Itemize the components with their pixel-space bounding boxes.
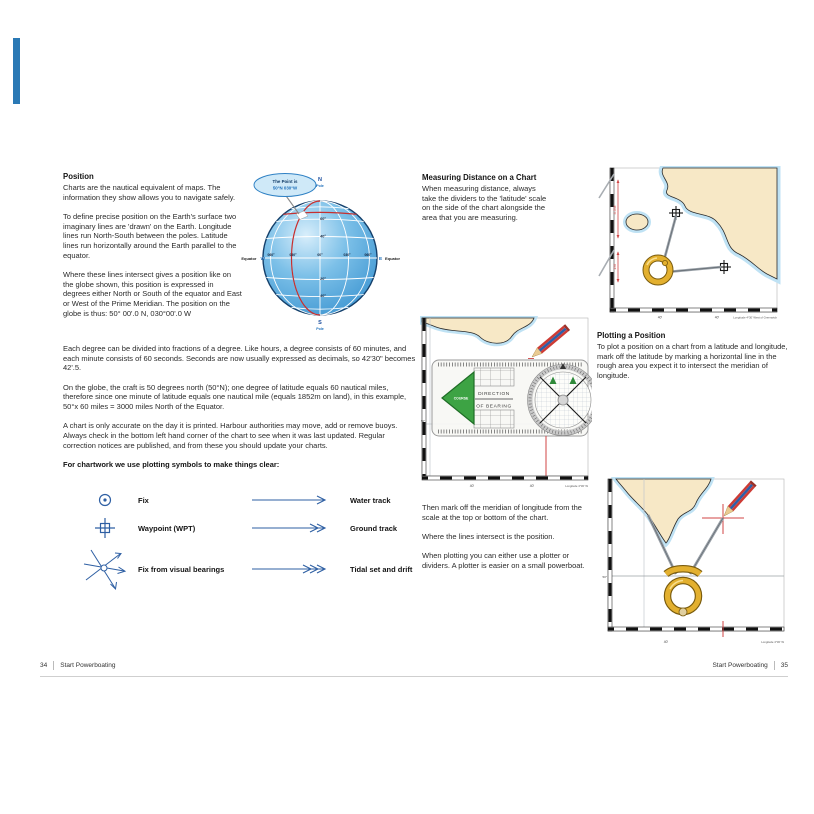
plotter-figure: [420, 316, 592, 490]
degrees-para: Each degree can be divided into fractions of a degree. Like hours, a degree consists of 60 minutes, and each minute consists of 60 seconds. Seconds are now usually expressed as decimals, so 42'30" becomes 42'.5.: [63, 344, 416, 373]
visual-bearings-symbol-icon: [72, 546, 138, 592]
lon-label: 00°: [317, 253, 323, 257]
measuring-heading: Measuring Distance on a Chart: [422, 173, 537, 182]
position-para-3: Where these lines intersect gives a position like on the globe shown, this position is expressed in degrees either North or South of the equator and East or West of the Prime Meridian. The position on the globe is thus: 50° 00'.0 N, 030°00'.0 W: [63, 269, 242, 318]
footer-divider: [53, 661, 54, 670]
lon-label: 060°: [267, 253, 275, 257]
book-title-left: Start Powerboating: [60, 662, 116, 669]
lat-label: 40°: [320, 234, 326, 239]
longitude-caption: Longitude 4°30' W: [565, 484, 588, 488]
position-callout: [254, 174, 316, 197]
measuring-distance-figure: [597, 166, 781, 322]
fix-symbol-icon: [72, 490, 138, 510]
longitude-caption: Longitude 4°30' W: [761, 640, 784, 644]
tick-label: 40': [714, 315, 720, 320]
south-pole-label: Pole: [316, 327, 324, 331]
dim-label-a: 4.5M: [612, 205, 617, 215]
plotter: [432, 360, 592, 436]
plotting-column: [597, 331, 791, 390]
lon-label: 060°: [364, 253, 372, 257]
equator-right-label: Equator: [385, 256, 401, 261]
step-1: Then mark off the meridian of longitude from the scale at the top or bottom of the chart.: [422, 503, 582, 522]
position-para-2: To define precise position on the Earth's surface two imaginary lines are 'drawn' on the Earth. Longitude lines run North-South between the poles. Latitude lines run horizontally around the Earth parallel to the equator.: [63, 211, 237, 260]
longitude-caption: Longitude 4°30' West of Greenwich: [733, 315, 777, 320]
globe-svg: [238, 168, 402, 334]
latitude-scale: [602, 479, 612, 631]
tidal-set-label: Tidal set and drift: [350, 564, 413, 574]
degrees-paragraphs: [63, 344, 419, 479]
chart-accuracy-para: A chart is only accurate on the day it is printed. Harbour authorities may move, add or remove buoys. Always check in the bottom left hand corner of the chart to see when it was last updated. Regular correction notices are published, and from these you should update your charts.: [63, 421, 398, 450]
south-label: S: [318, 320, 322, 326]
lat-tick-label: 50°: [421, 419, 426, 423]
lat-label: 40°: [320, 294, 326, 298]
longitude-scale: [610, 308, 777, 312]
lat-label: 60°: [320, 217, 326, 221]
position-heading: Position: [63, 172, 94, 181]
tick-label: 40': [657, 315, 663, 320]
footer-right: [712, 661, 788, 670]
compass-knob: [558, 395, 568, 405]
visual-bearings-label: Fix from visual bearings: [138, 564, 225, 574]
waypoint-label: Waypoint (WPT): [138, 523, 196, 533]
step-3: When plotting you can either use a plotter or dividers. A plotter is easier on a small powerboat.: [422, 551, 585, 570]
divider-hinge: [679, 608, 687, 616]
plotter-grid-top: [474, 368, 514, 386]
north-label: N: [318, 177, 322, 183]
ground-track-icon: [250, 521, 350, 535]
measuring-body: When measuring distance, always take the dividers to the 'latitude' scale on the side of the chart alongside the area that you are measuring.: [422, 184, 547, 223]
east-label: E: [379, 257, 383, 262]
fix-label: Fix: [138, 495, 149, 505]
equator-left-label: Equator: [241, 256, 257, 261]
callout-line2: 50°N 030°W: [272, 185, 298, 191]
latitude-scale: [421, 318, 426, 476]
position-column: [63, 172, 242, 328]
plotting-steps: [422, 503, 596, 580]
divider-hinge: [662, 260, 667, 265]
tick-label: 40': [663, 640, 669, 644]
symbol-row-visual-fix: [72, 546, 418, 592]
longitude-scale: [422, 476, 588, 480]
page-footer: [40, 661, 788, 670]
chartwork-intro: For chartwork we use plotting symbols to make things clear:: [63, 459, 280, 469]
page-number-left: 34: [40, 662, 48, 669]
course-label: COURSE: [453, 396, 469, 401]
symbol-row-waypoint: [72, 517, 418, 539]
footer-left: [40, 661, 116, 670]
west-label: W: [260, 257, 266, 262]
latitude-scale: [610, 168, 614, 312]
plotting-heading: Plotting a Position: [597, 331, 666, 340]
tidal-set-icon: [250, 562, 350, 576]
water-track-icon: [250, 493, 350, 507]
waypoint-symbol-icon: [72, 517, 138, 539]
measuring-column: [422, 173, 548, 232]
position-para-1: Charts are the nautical equivalent of maps. The information they show allows you to navigate safely.: [63, 183, 236, 202]
tick-label: 40': [469, 484, 475, 488]
chapter-tab: [13, 38, 20, 104]
page-number-right: 35: [780, 662, 788, 669]
callout-line1: The Point is: [272, 179, 298, 184]
north-pole-label: Pole: [316, 184, 324, 188]
scale-tick-labels: [470, 484, 589, 488]
book-title-right: Start Powerboating: [712, 662, 768, 669]
symbol-row-fix: [72, 490, 418, 510]
longitude-scale: [608, 627, 784, 631]
scale-tick-labels: [658, 316, 778, 320]
island: [626, 214, 648, 230]
scale-tick-labels: [664, 640, 785, 644]
footer-divider: [774, 661, 775, 670]
water-track-label: Water track: [350, 495, 391, 505]
lat-tick-label: 50°: [602, 575, 607, 579]
lon-label: 030°: [289, 253, 297, 257]
plotter-grid-bottom: [474, 410, 514, 428]
lon-label: 030°: [343, 253, 351, 257]
tick-label: 40': [529, 484, 535, 488]
footer-rule: [40, 676, 788, 677]
plotting-body: To plot a position on a chart from a latitude and longitude, mark off the latitude by marking a horizontal line in the rough area you expect it to intersect the meridian of longitude.: [597, 342, 788, 381]
direction-label: DIRECTION: [478, 392, 510, 397]
ground-track-label: Ground track: [350, 523, 398, 533]
of-bearing-label: OF BEARING: [476, 404, 512, 410]
plotting-position-figure: [596, 477, 786, 647]
globe-figure: [238, 168, 402, 334]
dim-label-b: 1M: [612, 264, 617, 270]
lat-label: 20°: [320, 277, 326, 281]
latitude-miles-para: On the globe, the craft is 50 degrees north (50°N); one degree of latitude equals 60 nautical miles, therefore since one minute of latitude equals one nautical mile (equals 1852m on land), in this example, 50°x 60 miles = 3000 miles North of the Equator.: [63, 382, 407, 412]
plotting-symbols-legend: [72, 490, 418, 599]
step-2: Where the lines intersect is the position.: [422, 531, 555, 541]
